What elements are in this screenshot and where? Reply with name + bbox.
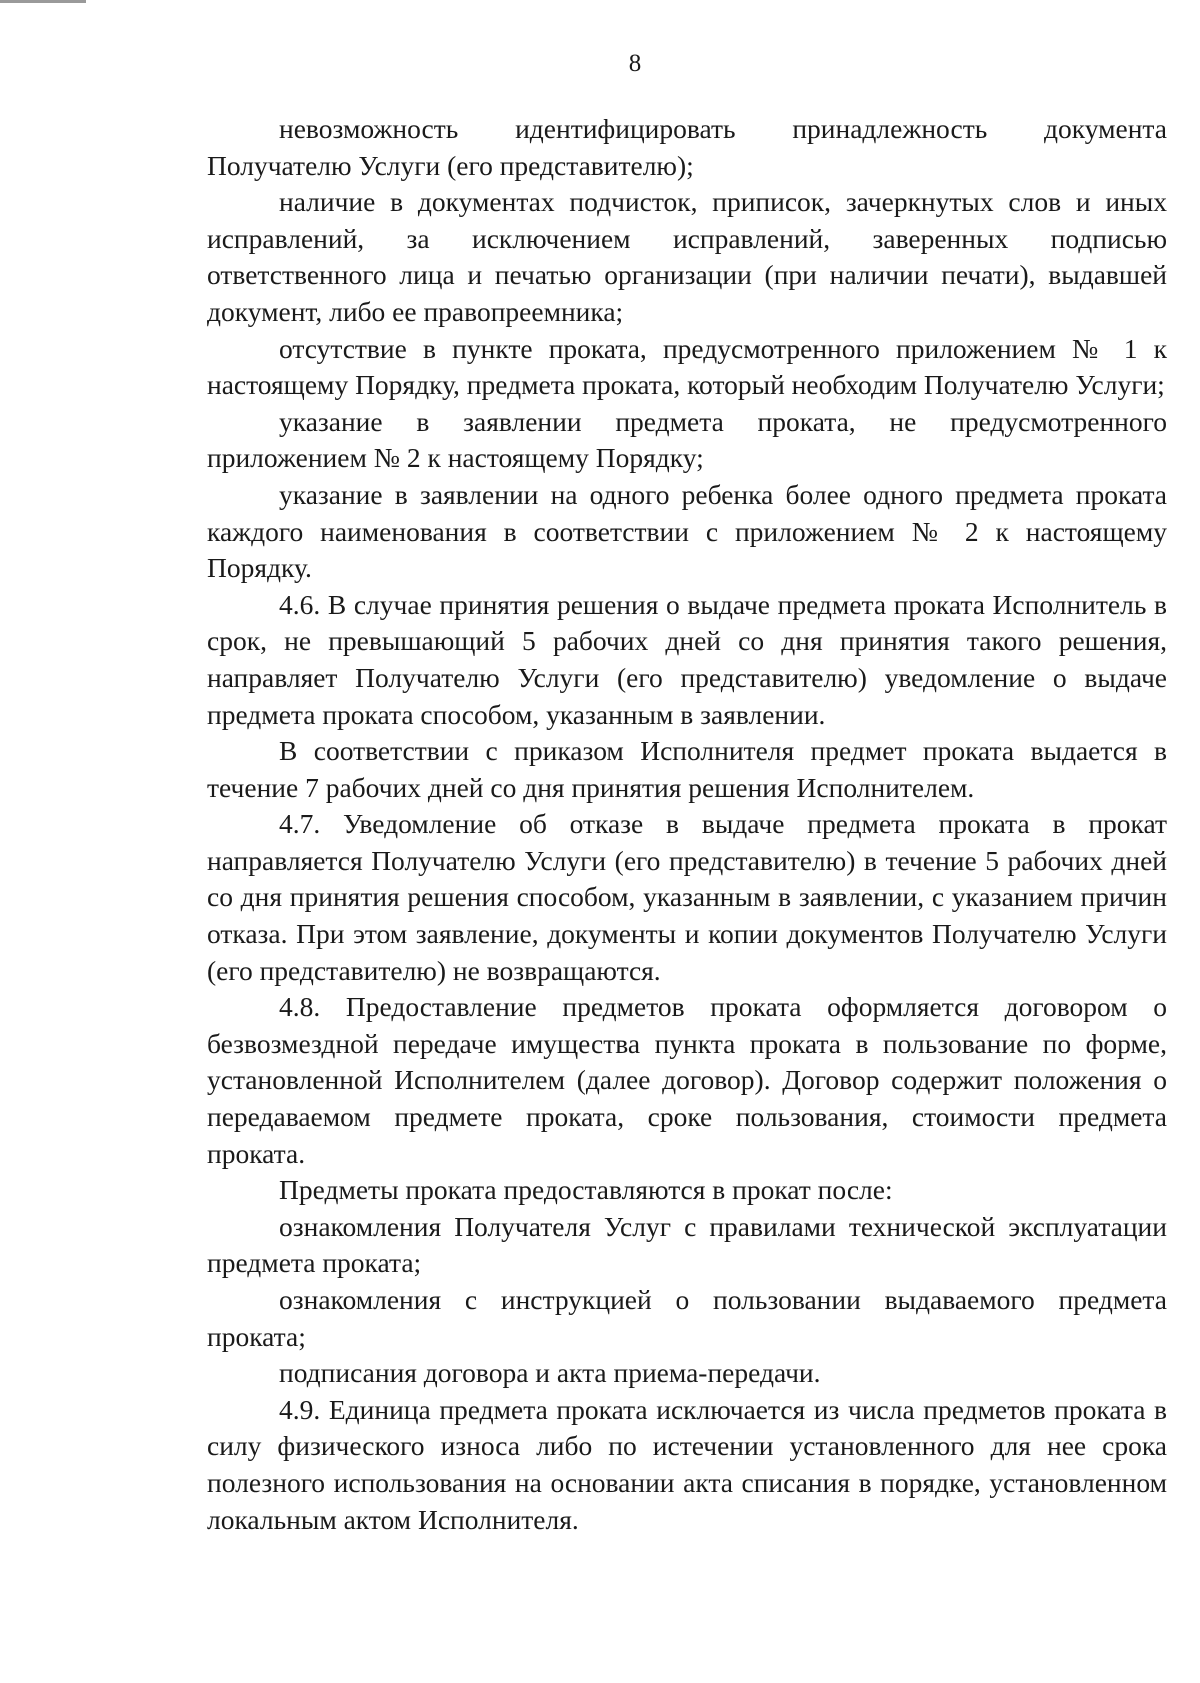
paragraph-issue-deadline: В соответствии с приказом Исполнителя предмет проката выдается в течение 7 рабочих дней со дня принятия решения Исполнителем. bbox=[207, 735, 1167, 803]
paragraph-denial-reason-identification: невозможность идентифицировать принадлежность документа Получателю Услуги (его представителю); bbox=[207, 113, 1167, 181]
paragraph-denial-reason-unavailable-item: отсутствие в пункте проката, предусмотренного приложением № 1 к настоящему Порядку, предмета проката, который необходим Получателю Услуги; bbox=[207, 332, 1167, 401]
document-body bbox=[207, 111, 1167, 1538]
paragraph-section-4-6: 4.6. В случае принятия решения о выдаче предмета проката Исполнитель в срок, не превышающий 5 рабочих дней со дня принятия такого решения, направляет Получателю Услуги (его представителю) уведомление о выдаче предмета проката способом, указанным в заявлении. bbox=[207, 588, 1167, 730]
paragraph-denial-reason-corrections: наличие в документах подчисток, приписок, зачеркнутых слов и иных исправлений, за исключением исправлений, заверенных подписью ответственного лица и печатью организации (при наличии печати), выдавшей документ, либо ее правопреемника; bbox=[207, 186, 1167, 327]
paragraph-denial-reason-unlisted-item: указание в заявлении предмета проката, не предусмотренного приложением № 2 к настоящему Порядку; bbox=[207, 405, 1167, 474]
paragraph-condition-instructions: ознакомления с инструкцией о пользовании выдаваемого предмета проката; bbox=[207, 1284, 1167, 1352]
paragraph-condition-operation-rules: ознакомления Получателя Услуг с правилами технической эксплуатации предмета проката; bbox=[207, 1210, 1167, 1279]
scan-edge-mark bbox=[0, 0, 86, 3]
paragraph-denial-reason-excess-items: указание в заявлении на одного ребенка более одного предмета проката каждого наименования в соответствии с приложением № 2 к настоящему Порядку. bbox=[207, 478, 1167, 584]
paragraph-rental-conditions-intro: Предметы проката предоставляются в прокат после: bbox=[279, 1174, 893, 1206]
paragraph-section-4-9: 4.9. Единица предмета проката исключается из числа предметов проката в силу физического износа либо по истечении установленного для нее срока полезного использования на основании акта списания в порядке, установленном локальным актом Исполнителя. bbox=[207, 1393, 1167, 1535]
paragraph-condition-contract-signing: подписания договора и акта приема-передачи. bbox=[279, 1357, 821, 1389]
page-number: 8 bbox=[628, 50, 642, 77]
paragraph-section-4-8: 4.8. Предоставление предметов проката оформляется договором о безвозмездной передаче имущества пункта проката в пользование по форме, установленной Исполнителем (далее договор). Договор содержит положения о передаваемом предмете проката, сроке пользования, стоимости предмета проката. bbox=[207, 991, 1167, 1169]
paragraph-section-4-7: 4.7. Уведомление об отказе в выдаче предмета проката в прокат направляется Получателю Услуги (его представителю) в течение 5 рабочих дней со дня принятия решения способом, указанным в заявлении, с указанием причин отказа. При этом заявление, документы и копии документов Получателю Услуги (его представителю) не возвращаются. bbox=[207, 808, 1167, 986]
